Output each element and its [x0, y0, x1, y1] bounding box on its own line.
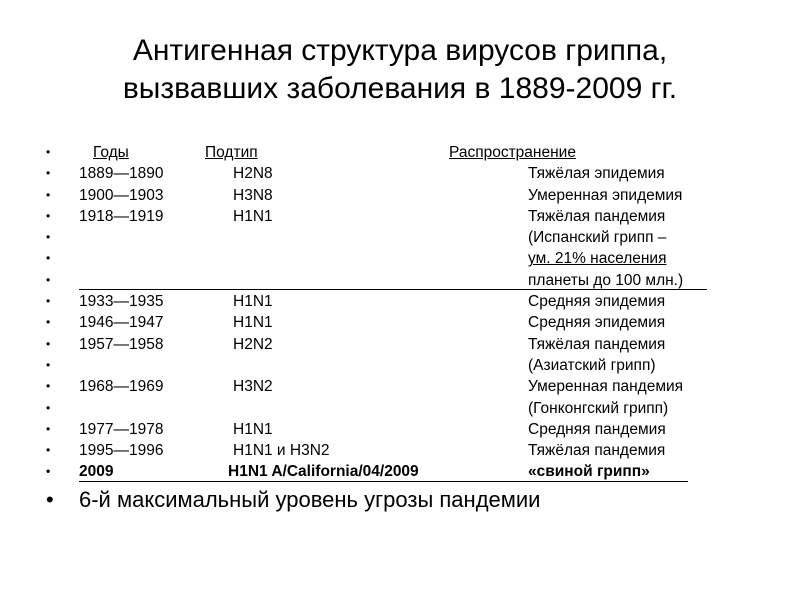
row-distribution: Тяжёлая пандемия — [528, 207, 666, 225]
table-row — [0, 227, 800, 248]
row-subtype: H2N2 — [233, 335, 273, 353]
table-row — [0, 398, 800, 419]
row-subtype: H1N1 — [233, 420, 273, 438]
row-distribution: Умеренная эпидемия — [528, 186, 683, 204]
row-subtype: H1N1 A/California/04/2009 — [228, 463, 419, 481]
table-row — [0, 376, 800, 397]
bullet-icon: • — [46, 272, 51, 287]
bullet-icon: • — [46, 443, 51, 458]
table-row — [0, 419, 800, 440]
header-years: Годы — [93, 144, 129, 161]
row-subtype: H1N1 и H3N2 — [233, 442, 330, 460]
pandemic-threat-level: 6-й максимальный уровень угрозы пандемии — [79, 487, 541, 512]
row-years: 1968—1969 — [79, 378, 164, 396]
bullet-icon: • — [46, 464, 51, 479]
title-line-1: Антигенная структура вирусов гриппа, — [132, 34, 668, 67]
bullet-icon: • — [46, 166, 51, 181]
bullet-icon: • — [46, 230, 51, 245]
row-distribution: Умеренная пандемия — [528, 378, 684, 396]
bullet-icon: • — [46, 315, 51, 330]
table-row — [0, 163, 800, 184]
row-years: 1918—1919 — [79, 207, 164, 225]
bullet-icon: • — [46, 421, 51, 436]
row-years: 1933—1935 — [79, 293, 164, 311]
bullet-icon: • — [46, 251, 51, 266]
row-years: 1977—1978 — [79, 420, 164, 438]
row-years: 1957—1958 — [79, 335, 164, 353]
bullet-icon: • — [46, 357, 51, 372]
bullet-icon: • — [46, 294, 51, 309]
bullet-icon: • — [46, 336, 51, 351]
row-subtype: H1N1 — [233, 314, 273, 332]
row-years: 2009 — [79, 463, 114, 481]
row-distribution: Тяжёлая эпидемия — [528, 165, 665, 183]
header-distribution: Распространение — [449, 144, 576, 161]
row-distribution: (Азиатский грипп) — [528, 356, 656, 374]
row-subtype: H1N1 — [233, 293, 273, 311]
row-distribution: Тяжёлая пандемия — [528, 335, 666, 353]
bullet-icon: • — [46, 208, 51, 223]
row-distribution: «свиной грипп» — [528, 463, 650, 481]
table-row — [0, 334, 800, 355]
header-subtype: Подтип — [205, 144, 258, 161]
row-distribution: Средняя эпидемия — [528, 293, 666, 311]
row-subtype: H1N1 — [233, 207, 273, 225]
table-row-2009 — [0, 461, 800, 482]
row-distribution: Средняя эпидемия — [528, 314, 666, 332]
row-distribution: Средняя пандемия — [528, 420, 666, 438]
table-row — [0, 355, 800, 376]
title-line-2: вызвавших заболевания в 1889-2009 гг. — [122, 72, 678, 105]
row-subtype: H2N8 — [233, 165, 273, 183]
bullet-icon: • — [46, 487, 54, 512]
row-distribution: планеты до 100 млн.) — [528, 271, 684, 289]
bullet-icon: • — [46, 145, 51, 159]
table-row — [0, 206, 800, 227]
row-distribution: (Испанский грипп – — [528, 229, 667, 247]
row-distribution: (Гонконгский грипп) — [528, 399, 669, 417]
table-row — [0, 270, 800, 291]
bullet-icon: • — [46, 187, 51, 202]
influenza-table — [0, 142, 800, 483]
row-years: 1889—1890 — [79, 165, 164, 183]
table-row — [0, 185, 800, 206]
bullet-icon: • — [46, 400, 51, 415]
row-years: 1946—1947 — [79, 314, 164, 332]
table-header-row — [0, 142, 800, 163]
bullet-icon: • — [46, 379, 51, 394]
table-row — [0, 440, 800, 461]
table-row — [0, 312, 800, 333]
row-distribution: Тяжёлая пандемия — [528, 442, 666, 460]
slide-title — [0, 32, 800, 108]
row-years: 1995—1996 — [79, 442, 164, 460]
row-distribution: ум. 21% населения — [528, 250, 667, 268]
row-subtype: H3N8 — [233, 186, 273, 204]
row-subtype: H3N2 — [233, 378, 273, 396]
table-row — [0, 248, 800, 269]
table-row — [0, 291, 800, 312]
row-years: 1900—1903 — [79, 186, 164, 204]
